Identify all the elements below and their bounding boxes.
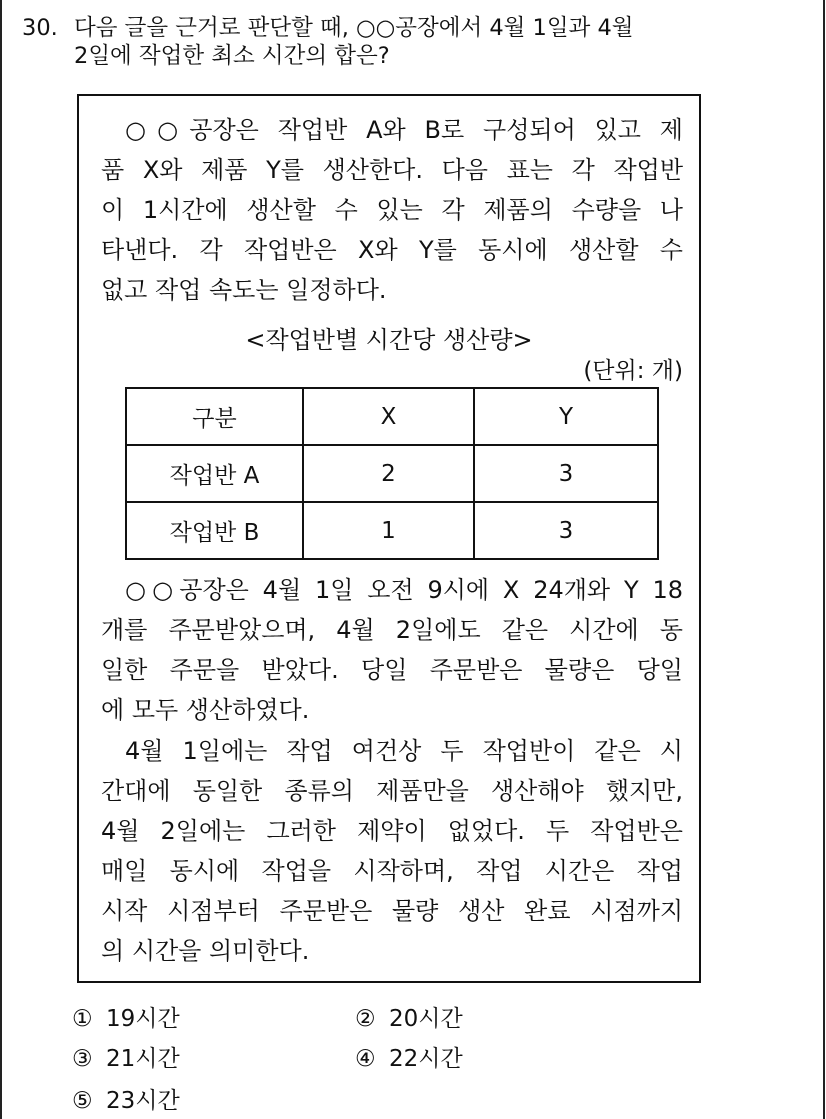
choice-marker: ① <box>72 1006 93 1032</box>
table-cell: 2 <box>303 445 474 502</box>
table-cell: 3 <box>474 445 658 502</box>
passage-line: 품 X와 제품 Y를 생산한다. 다음 표는 각 작업반 <box>101 156 683 184</box>
choice-2[interactable] <box>355 1002 463 1036</box>
table-header-row <box>126 388 658 445</box>
choice-1[interactable] <box>72 1002 180 1036</box>
question-number: 30. <box>22 15 58 41</box>
passage-line: ○○공장은 4월 1일 오전 9시에 X 24개와 Y 18 <box>125 576 683 604</box>
choice-4[interactable] <box>355 1042 463 1076</box>
choice-5[interactable] <box>72 1084 180 1118</box>
passage-paragraph-1 <box>101 110 683 310</box>
table-unit: (단위: 개) <box>583 358 683 384</box>
choice-marker: ③ <box>72 1046 93 1072</box>
question-line: 2일에 작업한 최소 시간의 합은? <box>74 43 390 69</box>
choice-label: 20시간 <box>389 1006 463 1032</box>
passage-line: 타낸다. 각 작업반은 X와 Y를 동시에 생산할 수 <box>101 236 683 264</box>
table-cell: 작업반 B <box>126 502 303 559</box>
table-header-cell: 구분 <box>126 388 303 445</box>
table-cell: 3 <box>474 502 658 559</box>
choice-marker: ② <box>355 1006 376 1032</box>
passage-line: 4월 2일에는 그러한 제약이 없었다. 두 작업반은 <box>101 817 683 845</box>
table-cell: 1 <box>303 502 474 559</box>
passage-line: 개를 주문받았으며, 4월 2일에도 같은 시간에 동 <box>101 616 683 644</box>
choice-marker: ④ <box>355 1046 376 1072</box>
table-caption: <작업반별 시간당 생산량> <box>245 326 533 354</box>
passage-line: 의 시간을 의미한다. <box>101 937 310 965</box>
choice-label: 22시간 <box>389 1046 463 1072</box>
passage-paragraph-3 <box>101 731 683 971</box>
passage-line: 일한 주문을 받았다. 당일 주문받은 물량은 당일 <box>101 656 683 684</box>
table-row <box>126 445 658 502</box>
table-header-cell: Y <box>474 388 658 445</box>
passage-line: 없고 작업 속도는 일정하다. <box>101 276 387 304</box>
choice-marker: ⑤ <box>72 1088 93 1114</box>
question-line: 다음 글을 근거로 판단할 때, ○○공장에서 4월 1일과 4월 <box>74 15 634 41</box>
choice-label: 23시간 <box>106 1088 180 1114</box>
question-text <box>74 14 794 70</box>
choice-3[interactable] <box>72 1042 180 1076</box>
table-header-cell: X <box>303 388 474 445</box>
page-right-border <box>823 0 825 1119</box>
passage-line: 매일 동시에 작업을 시작하며, 작업 시간은 작업 <box>101 857 683 885</box>
passage-line: ○○공장은 작업반 A와 B로 구성되어 있고 제 <box>125 116 683 144</box>
page-left-border <box>0 0 2 1119</box>
table-cell: 작업반 A <box>126 445 303 502</box>
passage-line: 이 1시간에 생산할 수 있는 각 제품의 수량을 나 <box>101 196 683 224</box>
passage-line: 4월 1일에는 작업 여건상 두 작업반이 같은 시 <box>125 737 683 765</box>
production-table <box>125 387 659 560</box>
passage-paragraph-2 <box>101 570 683 730</box>
passage-line: 에 모두 생산하였다. <box>101 696 310 724</box>
passage-line: 시작 시점부터 주문받은 물량 생산 완료 시점까지 <box>101 897 683 925</box>
passage-line: 간대에 동일한 종류의 제품만을 생산해야 했지만, <box>101 777 683 805</box>
choice-label: 19시간 <box>106 1006 180 1032</box>
table-row <box>126 502 658 559</box>
choice-label: 21시간 <box>106 1046 180 1072</box>
